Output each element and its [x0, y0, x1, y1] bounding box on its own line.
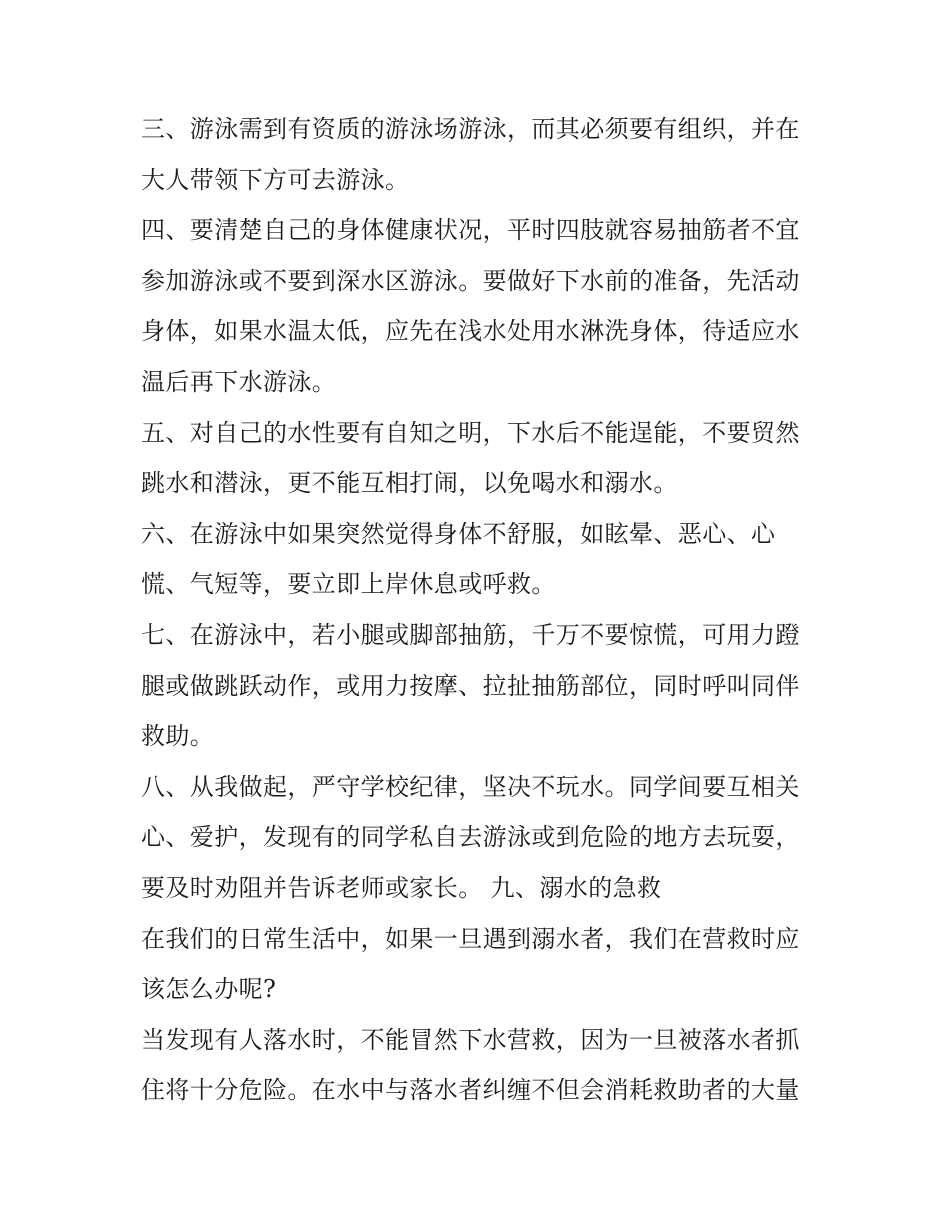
- text-line: 大人带领下方可去游泳。: [141, 165, 410, 194]
- text-line: 心、爱护，发现有的同学私自去游泳或到危险的地方去玩耍，: [141, 823, 800, 852]
- text-line: 当发现有人落水时，不能冒然下水营救，因为一旦被落水者抓: [141, 1025, 800, 1054]
- text-line: 慌、气短等，要立即上岸休息或呼救。: [141, 570, 556, 599]
- text-line: 温后再下水游泳。: [141, 367, 337, 396]
- text-line: 跳水和潜泳，更不能互相打闹，以免喝水和溺水。: [141, 469, 678, 498]
- text-line: 住将十分危险。在水中与落水者纠缠不但会消耗救助者的大量: [141, 1076, 800, 1105]
- text-line: 八、从我做起，严守学校纪律，坚决不玩水。同学间要互相关: [141, 772, 800, 801]
- text-line: 六、在游泳中如果突然觉得身体不舒服，如眩晕、恶心、心: [141, 519, 776, 548]
- text-line: 参加游泳或不要到深水区游泳。要做好下水前的准备，先活动: [141, 266, 800, 295]
- text-line: 身体，如果水温太低，应先在浅水处用水淋洗身体，待适应水: [141, 317, 800, 346]
- text-line: 三、游泳需到有资质的游泳场游泳，而其必须要有组织，并在: [141, 115, 800, 143]
- text-line: 救助。: [141, 722, 215, 751]
- text-line: 腿或做跳跃动作，或用力按摩、拉扯抽筋部位，同时呼叫同伴: [141, 671, 800, 700]
- text-line: 在我们的日常生活中，如果一旦遇到溺水者，我们在营救时应: [141, 924, 800, 953]
- document-body: [141, 104, 821, 1116]
- text-line: 七、在游泳中，若小腿或脚部抽筋，千万不要惊慌，可用力蹬: [141, 620, 800, 649]
- text-line: 四、要清楚自己的身体健康状况，平时四肢就容易抽筋者不宜: [141, 216, 800, 245]
- text-line: 要及时劝阻并告诉老师或家长。 九、溺水的急救: [141, 873, 662, 902]
- text-line: 五、对自己的水性要有自知之明，下水后不能逞能，不要贸然: [141, 418, 800, 447]
- text-line: 该怎么办呢?: [141, 975, 277, 1004]
